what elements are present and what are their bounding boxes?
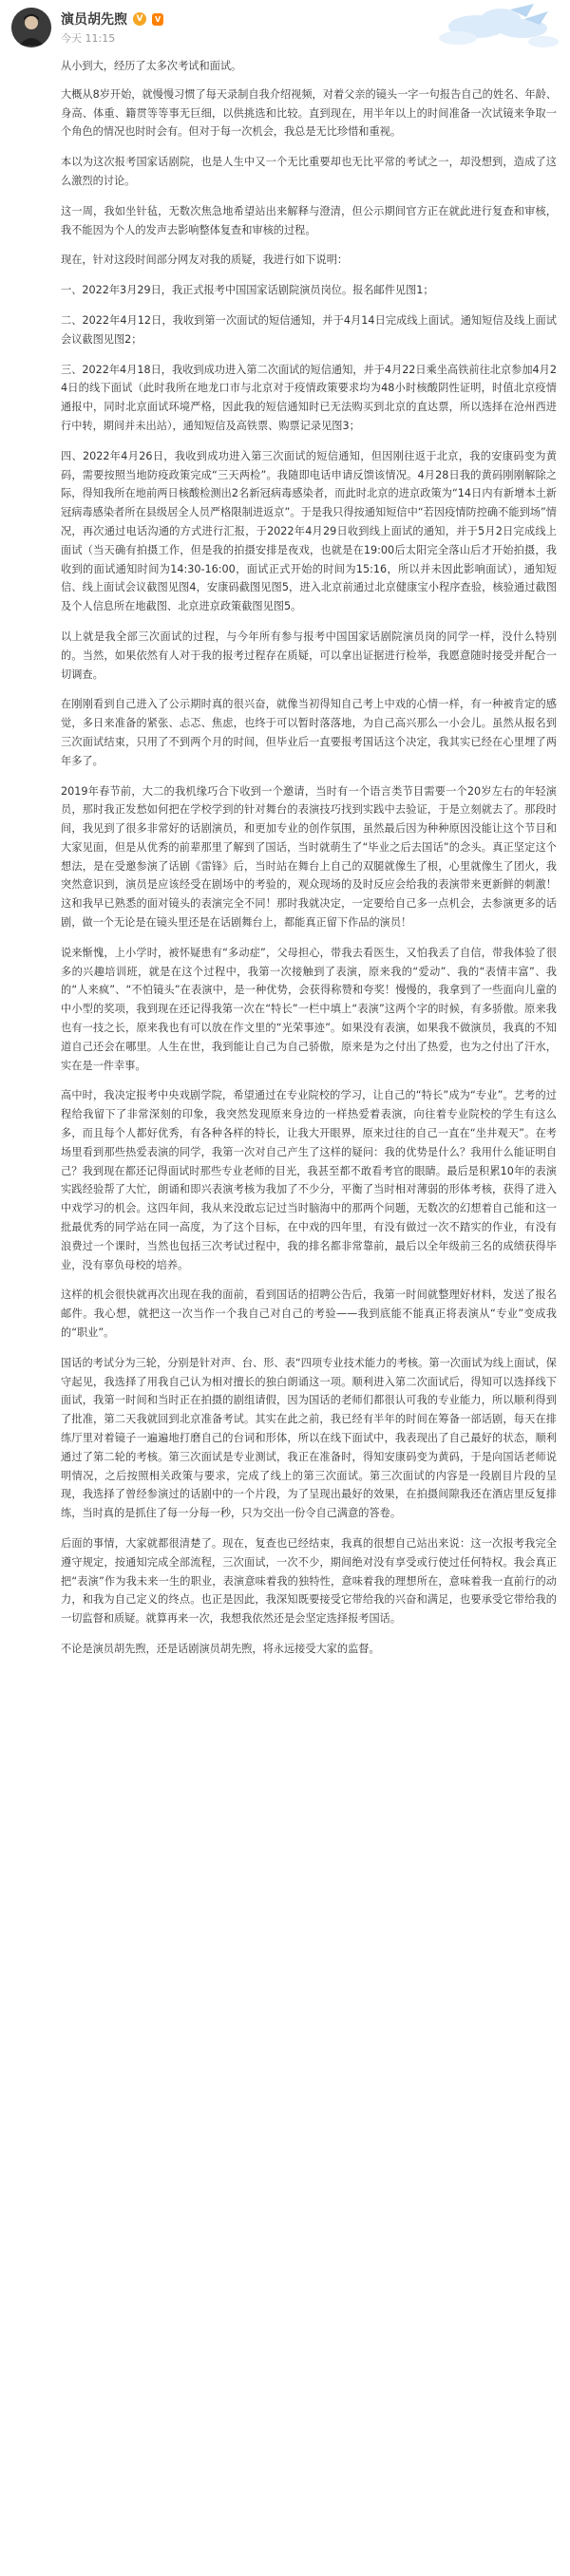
post-paragraph: 从小到大，经历了太多次考试和面试。 (61, 60, 242, 72)
post-paragraph: 本以为这次报考国家话剧院，也是人生中又一个无比重要却也无比平常的考试之一，却没想到，造成了这么激烈的讨论。 (61, 156, 557, 187)
post-header (0, 0, 570, 57)
post-paragraph: 现在，针对这段时间部分网友对我的质疑，我进行如下说明： (61, 254, 349, 267)
post-paragraph: 一、2022年3月29日，我正式报考中国国家话剧院演员岗位。报名邮件见图1； (61, 284, 434, 297)
post-paragraph: 在刚刚看到自己进入了公示期时真的很兴奋，就像当初得知自己考上中戏的心情一样，有一种被肯定的感觉，多日来准备的紧张、忐忑、焦虑，也终于可以暂时落落地，为自己高兴那么一小会儿。虽然从报名到三次面试结束，只用了不到两个月的时间，但毕业后一直要报考国话这个决定，我其实已经在心里埋了两年多了。 (61, 698, 557, 767)
post-paragraph: 不论是演员胡先煦，还是话剧演员胡先煦，将永远接受大家的监督。 (61, 1642, 380, 1655)
member-level-icon[interactable]: V (152, 13, 163, 26)
post-paragraph: 三、2022年4月18日，我收到成功进入第二次面试的短信通知，并于4月22日乘坐高铁前往北京参加4月24日的线下面试（此时我所在地龙口市与北京对于疫情政策要求均为48小时核酸阴性证明，时值北京疫情通报中，同时北京面试环境严格，因此我的短信通知时已无法购买到北京的直达票，所以选择在沧州西进行中转，期间并未出站），通知短信及高铁票、购票记录见图3； (61, 363, 557, 432)
post-paragraph: 后面的事情，大家就都很清楚了。现在，复查也已经结束，我真的很想自己站出来说：这一次报考我完全遵守规定，按通知完成全部流程，三次面试，一次不少，期间绝对没有享受或行使过任何特权。我会真正把“表演”作为我未来一生的职业，表演意味着我的独特性，意味着我的理想所在，意味着我一直前行的动力，和我为自己定义的终点。也正是因此，我深知既要接受它带给我的兴奋和满足，也要承受它带给我的一切监督和质疑。就算再来一次，我想我依然还是会坚定选择报考国话。 (61, 1536, 557, 1626)
post-paragraph: 这一周，我如坐针毡，无数次焦急地希望站出来解释与澄清，但公示期间官方正在就此进行复查和审核，我不能因为个人的发声去影响整体复查和审核的过程。 (61, 204, 557, 236)
post-time[interactable]: 今天 11:15 (61, 32, 116, 45)
verified-icon: V (133, 12, 146, 26)
author-name[interactable]: 演员胡先煦 (61, 12, 127, 28)
post-paragraph: 这样的机会很快就再次出现在我的面前，看到国话的招聘公告后，我第一时间就整理好材料，发送了报名邮件。我心想，就把这一次当作一个我自己对自己的考验——我到底能不能真正将表演从“专业”变成我的“职业”。 (61, 1288, 557, 1340)
author-avatar[interactable] (11, 8, 51, 47)
post-paragraph: 高中时，我决定报考中央戏剧学院，希望通过在专业院校的学习，让自己的“特长”成为“专业”。艺考的过程给我留下了非常深刻的印象，我突然发现原来身边的一样热爱着表演，向往着专业院校的学生有这么多，而且每个人都好优秀，有各种各样的特长，让我大开眼界，原来过往的自己一直在“坐井观天”。在考场里看到那些热爱表演的同学，我第一次对自己产生了这样的疑问：我的优势是什么？我用什么能证明自己？我到现在都还记得面试时那些专业老师的目光，我甚至都不敢看考官的眼睛。最后是积累10年的表演实践经验帮了大忙，朗诵和即兴表演考核为我加了不少分，平衡了当时相对薄弱的形体考核，获得了进入中戏学习的机会。这四年间，我从来没敢忘记过当时脑海中的那两个问题，无数次的幻想着自己能和这一批最优秀的同学站在同一高度，为了这个目标，在中戏的四年里，有没有做过一次不踏实的作业，有没有浪费过一个课时，当然也包括三次考试过程中，我的排名都非常靠前，最后以全年级前三名的成绩获得毕业，没有辜负母校的培养。 (61, 1089, 557, 1271)
post-paragraph: 四、2022年4月26日，我收到成功进入第三次面试的短信通知，但因刚往返于北京，我的安康码变为黄码，需要按照当地防疫政策完成“三天两检”。我随即电话申请反馈该情况。4月28日我的黄码刚刚解除之际，得知我所在地前两日核酸检测出2名新冠病毒感染者，而此时北京的进京政策为“14日内有新增本土新冠病毒感染者所在县级居全人员严格限制进返京”。于是我只得按通知短信中“若因疫情防控确不能到场”情况，再次通过电话沟通的方式进行汇报，于2022年4月29日收到线上面试的通知，并于5月2日完成线上面试（当天确有拍摄工作，但是我的拍摄安排是夜戏，也就是在19:00后太阳完全落山后才开始拍摄，我收到的面试通知时间为14:30-16:00，面试正式开始的时间为15:16，所以并未因此影响面试），通知短信、线上面试会议截图见图4，安康码截图见图5，进入北京前通过北京健康宝小程序查验，核验通过截图及个人信息所在地截图、北京进京政策截图见图5。 (61, 449, 557, 613)
cloud-decoration-icon (420, 0, 562, 55)
post-paragraph: 大概从8岁开始，就慢慢习惯了每天录制自我介绍视频，对着父亲的镜头一字一句报告自己的姓名、年龄、身高、体重、籍贯等等事无巨细，以供挑选和比较。直到现在，用半年以上的时间准备一次试镜来争取一个角色的情况也时时会有。但对于每一次机会，我总是无比珍惜和重视。 (61, 87, 557, 139)
post-paragraph: 以上就是我全部三次面试的过程，与今年所有参与报考中国国家话剧院演员岗的同学一样，没什么特别的。当然，如果依然有人对于我的报考过程存在质疑，可以拿出证据进行检举，我愿意随时接受并配合一切调查。 (61, 630, 557, 681)
post-paragraph: 说来惭愧，上小学时，被怀疑患有“多动症”，父母担心，带我去看医生，又怕我丢了自信，带我体验了很多的兴趣培训班，就是在这个过程中，我第一次接触到了表演，原来我的“爱动”、我的“表情丰富”、我的“人来疯”、“不怕镜头”在表演中，是一种优势，会获得称赞和夸奖！慢慢的，我拿到了一些面向儿童的中小型的奖项，我到现在还记得我第一次在“特长”一栏中填上“表演”这两个字的时候，有多骄傲。原来我也有一技之长，原来我也有可以放在作文里的“光荣事迹”。如果没有表演，如果我不做演员，我真的不知道自己还会在哪里。人生在世，我到能让自己为自己骄傲，原来是为之付出了热爱，也为之付出了汗水，实在是一件幸事。 (61, 946, 557, 1072)
post-paragraph: 二、2022年4月12日，我收到第一次面试的短信通知，并于4月14日完成线上面试。通知短信及线上面试会议截图见图2； (61, 313, 557, 346)
post-paragraph: 2019年春节前，大二的我机缘巧合下收到一个邀请，当时有一个语言类节目需要一个20岁左右的年轻演员，那时我正发愁如何把在学校学到的针对舞台的表演技巧找到实践中去验证，于是立刻就去了。那段时间，我见到了很多非常好的话剧演员，和更加专业的创作氛围，虽然最后因为种种原因没能让这个节目和大家见面，但是从优秀的前辈那里了解到了国话，当时就萌生了“毕业之后去国话”的念头。真正坚定这个想法，是在受邀参演了话剧《雷锋》后，当时站在舞台上自己的双腿就像生了根，心里就像生了团火，我突然意识到，演员是应该经受在剧场中的考验的，观众现场的及时反应会给我的表演带来更新鲜的刺激！这和我早已熟悉的面对镜头的表演完全不同！那时我就决定，一定要给自己多一点机会，去参演更多的话剧，做一个无论是在镜头里还是在话剧舞台上，都能真正留下作品的演员！ (61, 784, 557, 930)
post-content (0, 57, 570, 1659)
author-line (61, 9, 163, 28)
post-paragraph: 国话的考试分为三轮，分别是针对声、台、形、表“四项专业技术能力的考核。第一次面试为线上面试，保守起见，我选择了用我自己认为相对擅长的独白朗诵这一项。顺利进入第二次面试后，得知可以选择线下面试，我第一时间和当时正在拍摄的剧组请假，因为国话的老师们都很认可我的专业能力，所以顺利得到了批准，第二天我就回到北京准备考试。其实在此之前，我已经有半年的时间在筹备一部话剧，每天在排练厅里对着镜子一遍遍地打磨自己的台词和形体，所以在线下面试中，我表现出了自己最好的状态，顺利通过了第二轮的考核。第三次面试是专业测试，我正在准备时，得知安康码变为黄码，于是向国话老师说明情况，之后按照相关政策与要求，完成了线上的第三次面试。第三次面试的内容是一段剧目片段的呈现，我选择了曾经参演过的话剧中的一个片段，为了呈现出最好的效果，在拍摄间隙我还在酒店里反复排练，当时真的是抓住了每一分每一秒，只为交出一份令自己满意的答卷。 (61, 1356, 557, 1520)
